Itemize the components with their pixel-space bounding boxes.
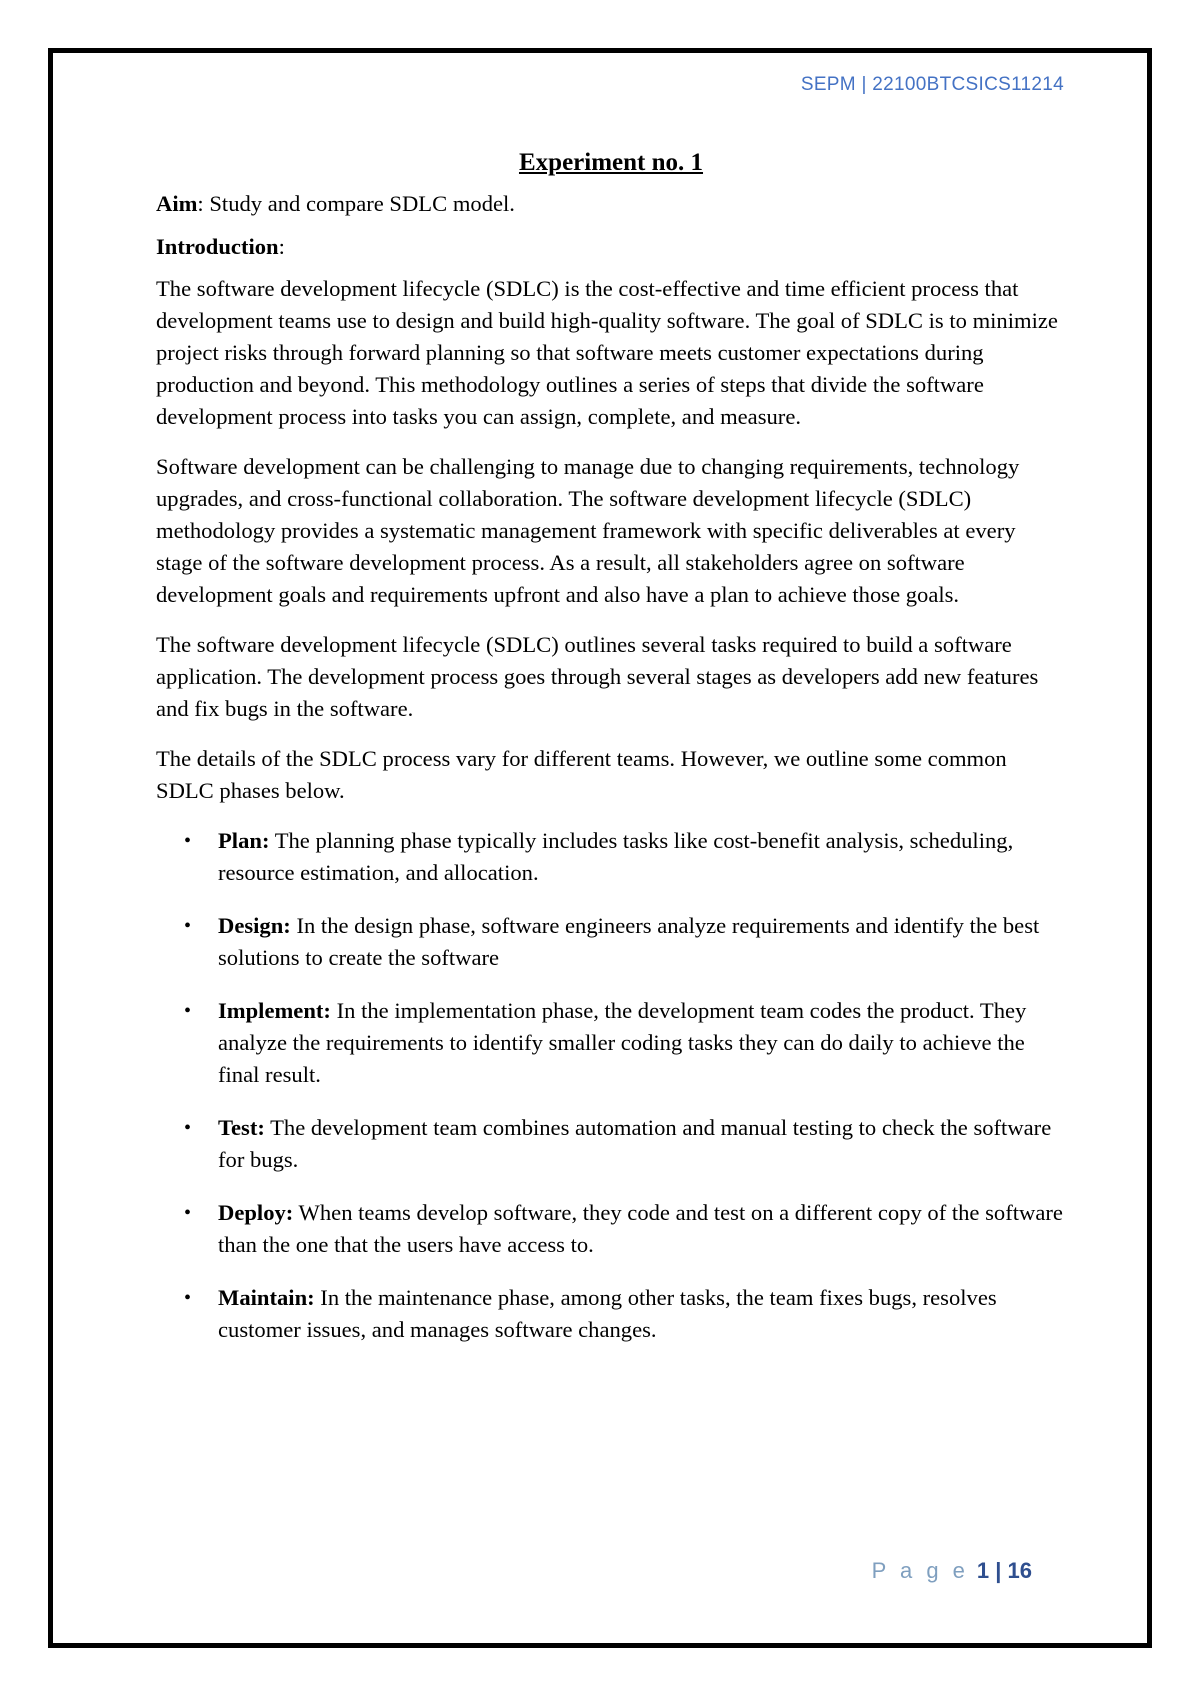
introduction-suffix: : [278,234,285,259]
list-item-plan [156,825,1066,889]
phase-text: In the implementation phase, the development team codes the product. They analyze the requirements to identify smaller coding tasks they can do daily to achieve the final result. [218,998,1027,1087]
phase-label: Implement: [218,998,331,1023]
phase-label: Design: [218,913,291,938]
aim-label: Aim [156,191,198,216]
list-item-deploy [156,1197,1066,1261]
phase-text: In the design phase, software engineers analyze requirements and identify the best solutions to create the software [218,913,1040,970]
list-item-design [156,910,1066,974]
aim-line [156,188,1066,220]
phase-label: Maintain: [218,1285,315,1310]
paragraph-3: The software development lifecycle (SDLC) outlines several tasks required to build a software application. The development process goes through several stages as developers add new features and fix bugs in the software. [156,632,1039,721]
list-item-maintain [156,1282,1066,1346]
phase-label: Test: [218,1115,265,1140]
sdlc-phase-list [156,825,1066,1346]
aim-text: : Study and compare SDLC model. [197,191,515,216]
phase-label: Deploy: [218,1200,294,1225]
paragraph-4: The details of the SDLC process vary for different teams. However, we outline some common SDLC phases below. [156,746,1007,803]
bullet-icon: • [184,1117,192,1139]
bullet-icon: • [184,915,192,937]
page-number: 1 | 16 [976,1558,1032,1583]
phase-text: When teams develop software, they code and test on a different copy of the software than the one that the users have access to. [218,1200,1063,1257]
running-header: SEPM | 22100BTCSICS11214 [800,74,1064,95]
introduction-label: Introduction [156,234,279,259]
bullet-icon: • [184,1287,192,1309]
paragraph-1: The software development lifecycle (SDLC) is the cost-effective and time efficient process that development teams use to design and build high-quality software. The goal of SDLC is to minimize project risks through forward planning so that software meets customer expectations during production and beyond. This methodology outlines a series of steps that divide the software development process into tasks you can assign, complete, and measure. [156,276,1058,429]
page-footer [872,1558,1032,1584]
introduction-heading [156,231,1066,263]
phase-label: Plan: [218,828,270,853]
bullet-icon: • [184,830,192,852]
bullet-icon: • [184,1000,192,1022]
phase-text: In the maintenance phase, among other tasks, the team fixes bugs, resolves customer issues, and manages software changes. [218,1285,997,1342]
list-item-test [156,1112,1066,1176]
list-item-implement [156,995,1066,1091]
bullet-icon: • [184,1202,192,1224]
phase-text: The development team combines automation and manual testing to check the software for bugs. [218,1115,1052,1172]
document-body [156,146,1066,1367]
page-label: P a g e [871,1558,969,1583]
phase-text: The planning phase typically includes tasks like cost-benefit analysis, scheduling, resource estimation, and allocation. [218,828,1014,885]
page-title: Experiment no. 1 [518,149,704,176]
paragraph-2: Software development can be challenging to manage due to changing requirements, technology upgrades, and cross-functional collaboration. The software development lifecycle (SDLC) methodology provides a systematic management framework with specific deliverables at every stage of the software development process. As a result, all stakeholders agree on software development goals and requirements upfront and also have a plan to achieve those goals. [156,454,1020,607]
